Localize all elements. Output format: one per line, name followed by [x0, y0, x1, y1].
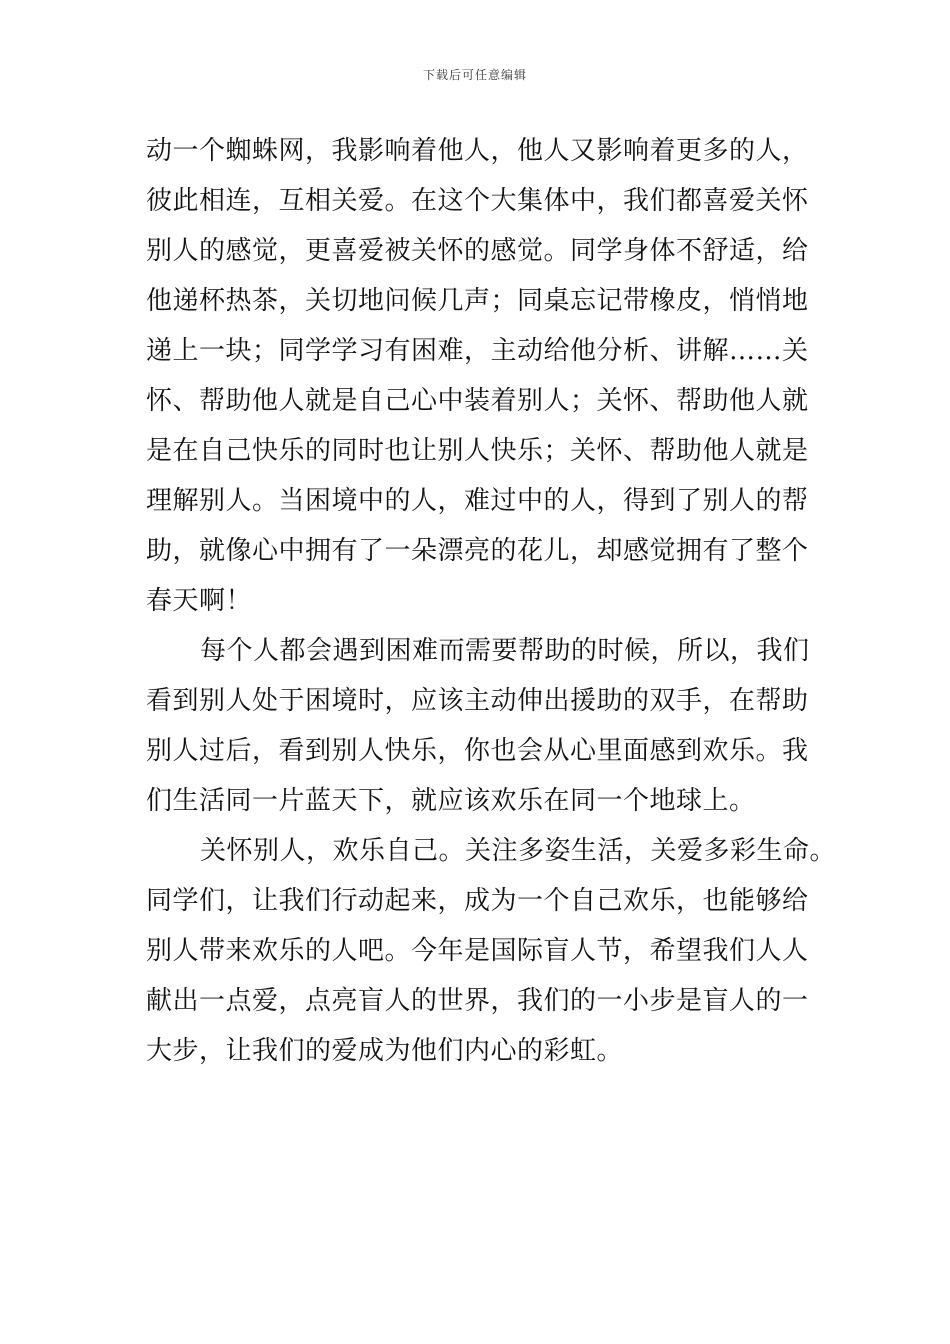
- page-header: 下载后可任意编辑: [422, 68, 527, 82]
- text-line: 们生活同一片蓝天下，就应该欢乐在同一个地球上。: [146, 786, 756, 816]
- paragraph: [146, 826, 836, 1076]
- text-line: 动一个蜘蛛网，我影响着他人，他人又影响着更多的人，: [146, 136, 809, 166]
- text-line: 大步，让我们的爱成为他们内心的彩虹。: [146, 1036, 624, 1066]
- text-line: 看到别人处于困境时，应该主动伸出援助的双手，在帮助: [146, 686, 809, 716]
- paragraph: [146, 626, 836, 826]
- text-line: 别人过后，看到别人快乐，你也会从心里面感到欢乐。我: [146, 736, 809, 766]
- text-line: 献出一点爱，点亮盲人的世界，我们的一小步是盲人的一: [146, 986, 809, 1016]
- text-line: 每个人都会遇到困难而需要帮助的时候，所以，我们: [200, 636, 810, 666]
- text-line: 同学们，让我们行动起来，成为一个自己欢乐，也能够给: [146, 886, 809, 916]
- document-body: [146, 126, 836, 1076]
- text-line: 别人的感觉，更喜爱被关怀的感觉。同学身体不舒适，给: [146, 236, 809, 266]
- text-line: 别人带来欢乐的人吧。今年是国际盲人节，希望我们人人: [146, 936, 809, 966]
- text-line: 助，就像心中拥有了一朵漂亮的花儿，却感觉拥有了整个: [146, 536, 809, 566]
- text-line: 是在自己快乐的同时也让别人快乐；关怀、帮助他人就是: [146, 436, 809, 466]
- text-line: 关怀别人，欢乐自己。关注多姿生活，关爱多彩生命。: [200, 836, 837, 866]
- text-line: 彼此相连，互相关爱。在这个大集体中，我们都喜爱关怀: [146, 186, 809, 216]
- text-line: 递上一块；同学学习有困难，主动给他分析、讲解……关: [146, 336, 809, 366]
- text-line: 怀、帮助他人就是自己心中装着别人；关怀、帮助他人就: [146, 386, 809, 416]
- text-line: 他递杯热茶，关切地问候几声；同桌忘记带橡皮，悄悄地: [146, 286, 809, 316]
- text-line: 理解别人。当困境中的人，难过中的人，得到了别人的帮: [146, 486, 809, 516]
- paragraph: [146, 126, 836, 626]
- text-line: 春天啊！: [146, 586, 253, 616]
